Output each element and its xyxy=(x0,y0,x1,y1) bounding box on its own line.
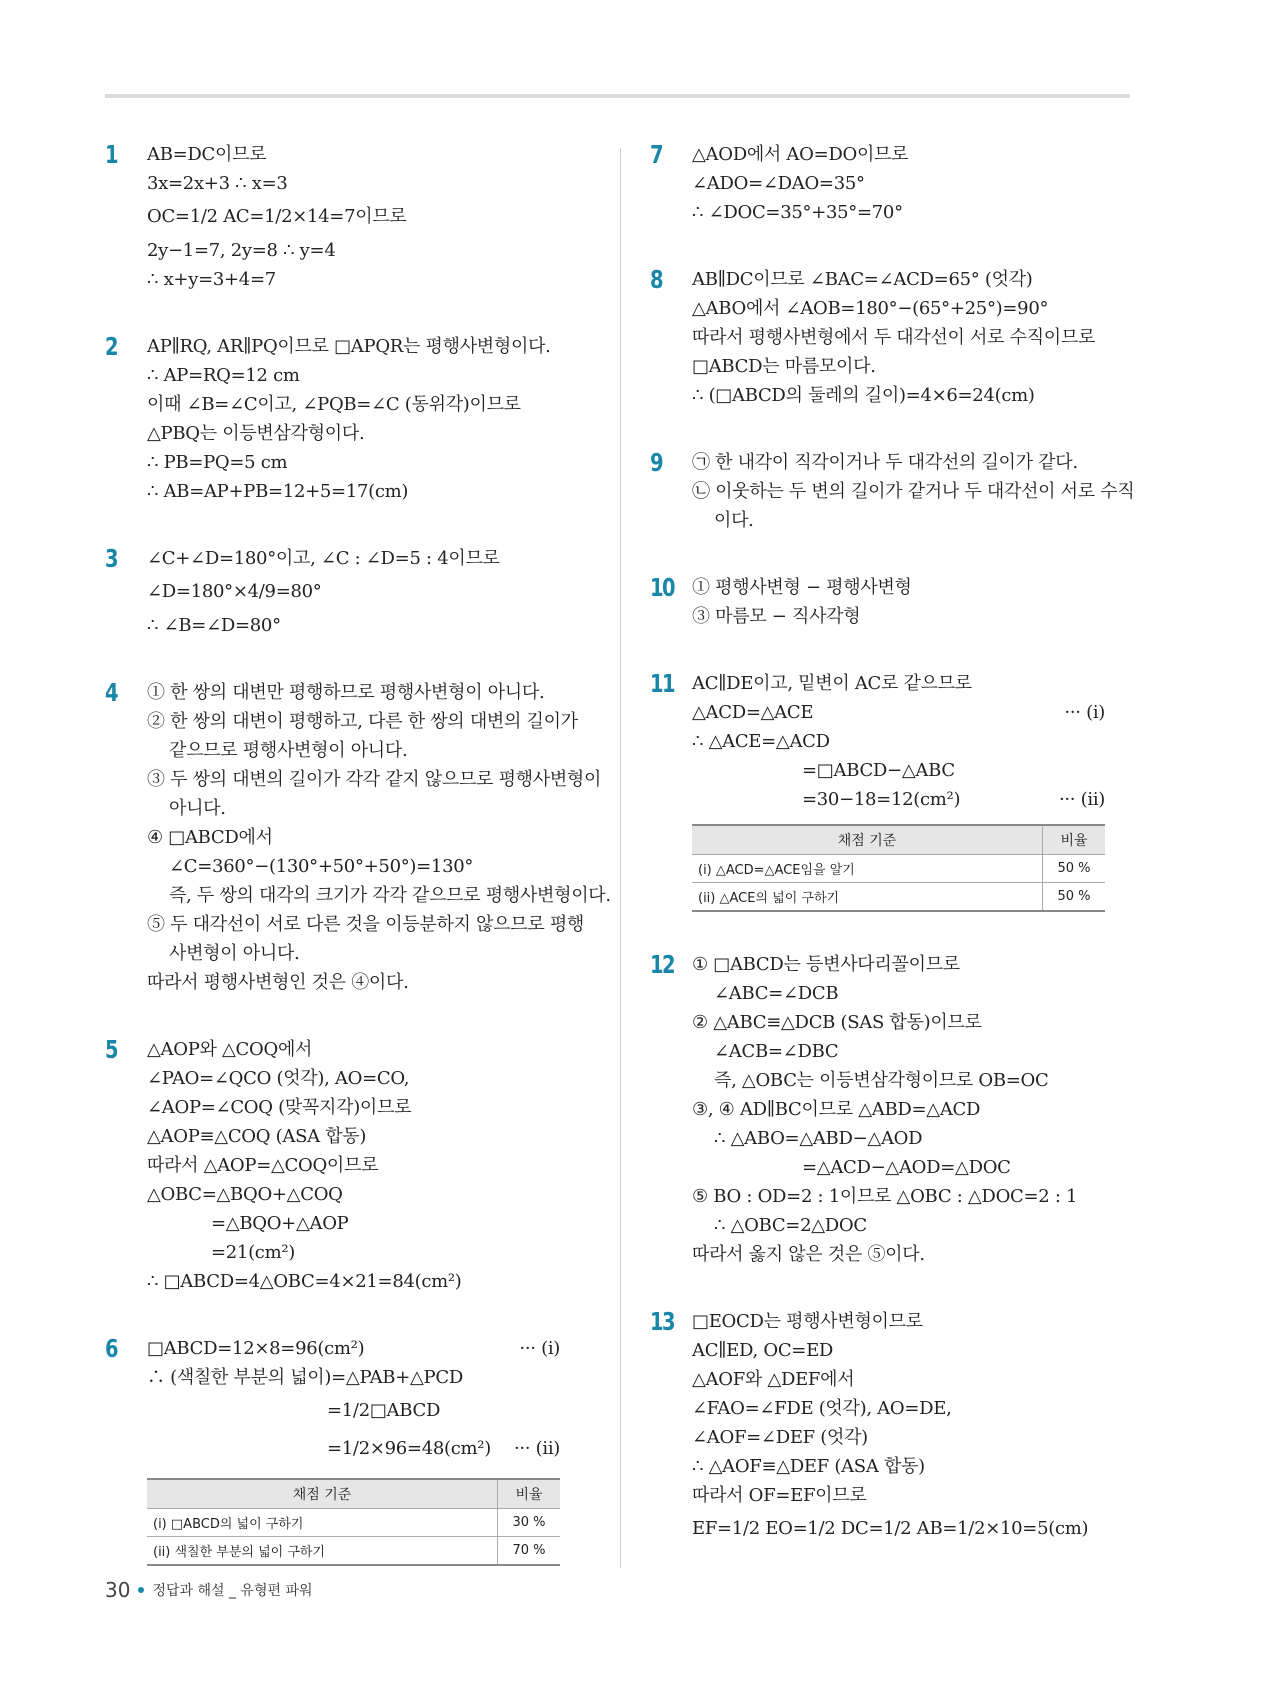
problem-number: 10 xyxy=(650,573,675,602)
problem-8 xyxy=(650,265,1105,410)
step-marker: ··· (i) xyxy=(1064,702,1105,723)
solution-line: ∴ AP=RQ=12 cm xyxy=(147,365,300,386)
solution-line: ① 평행사변형 − 평행사변형 xyxy=(692,577,912,598)
problem-11 xyxy=(650,669,1105,912)
solution-line: △AOP≡△COQ (ASA 합동) xyxy=(147,1126,367,1147)
solution-line: △ABO에서 ∠AOB=180°−(65°+25°)=90° xyxy=(692,298,1049,319)
solution-line xyxy=(147,1430,560,1468)
solution-line: 즉, △OBC는 이등변삼각형이므로 OB=OC xyxy=(714,1070,1049,1091)
solution-line: ⑤ 두 대각선이 서로 다른 것을 이등분하지 않으므로 평행 xyxy=(147,914,585,935)
solution-line: =21(cm²) xyxy=(211,1242,295,1263)
solution-line: ∠ADO=∠DAO=35° xyxy=(692,173,865,194)
solution-line: 사변형이 아니다. xyxy=(169,943,300,964)
solution-line: ∴ □ABCD=4△OBC=4×21=84(cm²) xyxy=(147,1271,462,1292)
solution-line: 따라서 평행사변형인 것은 ④이다. xyxy=(147,972,409,993)
problem-9 xyxy=(650,448,1135,535)
table-header-criteria: 채점 기준 xyxy=(692,825,1043,855)
page-footer xyxy=(105,1578,313,1602)
solution-line: ② △ABC≡△DCB (SAS 합동)이므로 xyxy=(692,1012,982,1033)
solution-line: ∴ △OBC=2△DOC xyxy=(714,1215,867,1236)
solution-line: EF=1/2 EO=1/2 DC=1/2 AB=1/2×10=5(cm) xyxy=(692,1518,1089,1539)
solution-line: 따라서 △AOP=△COQ이므로 xyxy=(147,1155,379,1176)
criteria-cell: (i) □ABCD의 넓이 구하기 xyxy=(147,1509,498,1537)
problem-number: 12 xyxy=(650,950,675,979)
table-header-ratio: 비율 xyxy=(498,1479,561,1509)
problem-6 xyxy=(105,1334,560,1566)
scoring-table xyxy=(692,824,1105,912)
solution-line: △PBQ는 이등변삼각형이다. xyxy=(147,423,365,444)
solution-line: ① 한 쌍의 대변만 평행하므로 평행사변형이 아니다. xyxy=(147,682,545,703)
footer-title: 정답과 해설 _ 유형편 파워 xyxy=(152,1583,313,1599)
solution-line: ∠D=180°×4/9=80° xyxy=(147,581,322,602)
solution-line: AC∥ED, OC=ED xyxy=(692,1340,834,1361)
ratio-cell: 30 % xyxy=(498,1509,561,1537)
problem-number: 6 xyxy=(105,1334,118,1363)
solution-line: 이때 ∠B=∠C이고, ∠PQB=∠C (동위각)이므로 xyxy=(147,394,521,415)
solution-line: AP∥RQ, AR∥PQ이므로 □APQR는 평행사변형이다. xyxy=(147,336,551,357)
step-marker: ··· (ii) xyxy=(1058,789,1105,810)
solution-line: 아니다. xyxy=(169,798,226,819)
solution-line: ∠AOF=∠DEF (엇각) xyxy=(692,1427,868,1448)
solution-line: 같으므로 평행사변형이 아니다. xyxy=(169,740,408,761)
problem-number: 8 xyxy=(650,265,663,294)
header-rule xyxy=(105,94,1130,98)
problem-4 xyxy=(105,678,611,997)
solution-line: ∴ △ABO=△ABD−△AOD xyxy=(714,1128,923,1149)
solution-line: 이다. xyxy=(714,510,754,531)
solution-line: △AOP와 △COQ에서 xyxy=(147,1039,313,1060)
solution-line: =□ABCD−△ABC xyxy=(802,760,955,781)
solution-line: ④ □ABCD에서 xyxy=(147,827,273,848)
criteria-cell: (ii) 색칠한 부분의 넓이 구하기 xyxy=(147,1537,498,1566)
problem-number: 2 xyxy=(105,332,118,361)
solution-line xyxy=(692,785,1105,814)
solution-line: ∴ (□ABCD의 둘레의 길이)=4×6=24(cm) xyxy=(692,385,1035,406)
step-marker: ··· (ii) xyxy=(513,1438,560,1459)
problem-3 xyxy=(105,544,560,640)
left-column xyxy=(105,140,611,1604)
problem-number: 13 xyxy=(650,1307,675,1336)
problem-number: 3 xyxy=(105,544,118,573)
criteria-cell: (i) △ACD=△ACE임을 알기 xyxy=(692,855,1043,883)
solution-line: 3x=2x+3 ∴ x=3 xyxy=(147,173,288,194)
line-text: =30−18=12(cm²) xyxy=(802,789,961,810)
solution-line: =1/2□ABCD xyxy=(327,1400,441,1421)
table-header-ratio: 비율 xyxy=(1043,825,1106,855)
problem-number: 5 xyxy=(105,1035,118,1064)
solution-line: □ABCD는 마름모이다. xyxy=(692,356,876,377)
ratio-cell: 70 % xyxy=(498,1537,561,1566)
solution-line: ② 한 쌍의 대변이 평행하고, 다른 한 쌍의 대변의 길이가 xyxy=(147,711,578,732)
table-row xyxy=(147,1509,560,1537)
solution-line: ∠ABC=∠DCB xyxy=(714,983,839,1004)
solution-line: ㉠ 한 내각이 직각이거나 두 대각선의 길이가 같다. xyxy=(692,452,1078,473)
solution-line: 따라서 OF=EF이므로 xyxy=(692,1485,867,1506)
table-row xyxy=(692,855,1105,883)
problem-number: 1 xyxy=(105,140,118,169)
solution-line: 2y−1=7, 2y=8 ∴ y=4 xyxy=(147,240,336,261)
solution-line: ∠C+∠D=180°이고, ∠C : ∠D=5 : 4이므로 xyxy=(147,548,500,569)
solution-line: △AOD에서 AO=DO이므로 xyxy=(692,144,909,165)
solution-line: □EOCD는 평행사변형이므로 xyxy=(692,1311,923,1332)
solution-line: ∠PAO=∠QCO (엇각), AO=CO, xyxy=(147,1068,410,1089)
solution-line: AB=DC이므로 xyxy=(147,144,267,165)
ratio-cell: 50 % xyxy=(1043,855,1106,883)
solution-line: OC=1/2 AC=1/2×14=7이므로 xyxy=(147,206,407,227)
solution-line: ③, ④ AD∥BC이므로 △ABD=△ACD xyxy=(692,1099,981,1120)
problem-1 xyxy=(105,140,560,294)
solution-line: 따라서 옳지 않은 것은 ⑤이다. xyxy=(692,1244,925,1265)
solution-line: △AOF와 △DEF에서 xyxy=(692,1369,855,1390)
line-text: =1/2×96=48(cm²) xyxy=(327,1438,491,1459)
solution-line: ∠AOP=∠COQ (맞꼭지각)이므로 xyxy=(147,1097,412,1118)
solution-line: ∴ PB=PQ=5 cm xyxy=(147,452,288,473)
solution-line: ③ 마름모 − 직사각형 xyxy=(692,606,861,627)
solution-line: ∴ ∠DOC=35°+35°=70° xyxy=(692,202,903,223)
line-text: △ACD=△ACE xyxy=(692,702,814,723)
solution-line: =△BQO+△AOP xyxy=(211,1213,349,1234)
ratio-cell: 50 % xyxy=(1043,883,1106,912)
problem-number: 4 xyxy=(105,678,118,707)
solution-line: ∴ △ACE=△ACD xyxy=(692,731,830,752)
solution-line: ∴ (색칠한 부분의 넓이)=△PAB+△PCD xyxy=(147,1367,463,1388)
table-header-criteria: 채점 기준 xyxy=(147,1479,498,1509)
right-column xyxy=(650,140,1135,1586)
step-marker: ··· (i) xyxy=(519,1338,560,1359)
solution-line: ∴ AB=AP+PB=12+5=17(cm) xyxy=(147,481,409,502)
solution-line: ⑤ BO : OD=2 : 1이므로 △OBC : △DOC=2 : 1 xyxy=(692,1186,1078,1207)
criteria-cell: (ii) △ACE의 넓이 구하기 xyxy=(692,883,1043,912)
problem-13 xyxy=(650,1307,1105,1548)
solution-line: ∴ ∠B=∠D=80° xyxy=(147,615,281,636)
solution-line: ∴ x+y=3+4=7 xyxy=(147,269,276,290)
problem-10 xyxy=(650,573,1105,631)
column-divider xyxy=(620,148,621,1568)
solution-line xyxy=(692,698,1105,727)
problem-number: 9 xyxy=(650,448,663,477)
solution-line: ① □ABCD는 등변사다리꼴이므로 xyxy=(692,954,960,975)
solution-line: ∴ △AOF≡△DEF (ASA 합동) xyxy=(692,1456,925,1477)
solution-line xyxy=(147,1334,560,1363)
page-number: 30 xyxy=(105,1578,131,1602)
line-text: □ABCD=12×8=96(cm²) xyxy=(147,1338,365,1359)
problem-5 xyxy=(105,1035,560,1296)
problem-12 xyxy=(650,950,1105,1269)
solution-line: ㉡ 이웃하는 두 변의 길이가 같거나 두 대각선이 서로 수직 xyxy=(692,481,1135,502)
problem-number: 11 xyxy=(650,669,675,698)
solution-line: =△ACD−△AOD=△DOC xyxy=(802,1157,1011,1178)
solution-line: ③ 두 쌍의 대변의 길이가 각각 같지 않으므로 평행사변형이 xyxy=(147,769,602,790)
problem-7 xyxy=(650,140,1105,227)
solution-line: ∠FAO=∠FDE (엇각), AO=DE, xyxy=(692,1398,952,1419)
solution-line: 즉, 두 쌍의 대각의 크기가 각각 같으므로 평행사변형이다. xyxy=(169,885,611,906)
problem-2 xyxy=(105,332,560,506)
solution-line: ∠C=360°−(130°+50°+50°)=130° xyxy=(169,856,474,877)
solution-line: AC∥DE이고, 밑변이 AC로 같으므로 xyxy=(692,673,972,694)
scoring-table xyxy=(147,1478,560,1566)
table-row xyxy=(692,883,1105,912)
solution-line: AB∥DC이므로 ∠BAC=∠ACD=65° (엇각) xyxy=(692,269,1033,290)
solution-line: 따라서 평행사변형에서 두 대각선이 서로 수직이므로 xyxy=(692,327,1096,348)
solution-line: ∠ACB=∠DBC xyxy=(714,1041,839,1062)
table-row xyxy=(147,1537,560,1566)
bullet-dot-icon xyxy=(138,1587,144,1593)
problem-number: 7 xyxy=(650,140,663,169)
solution-line: △OBC=△BQO+△COQ xyxy=(147,1184,343,1205)
